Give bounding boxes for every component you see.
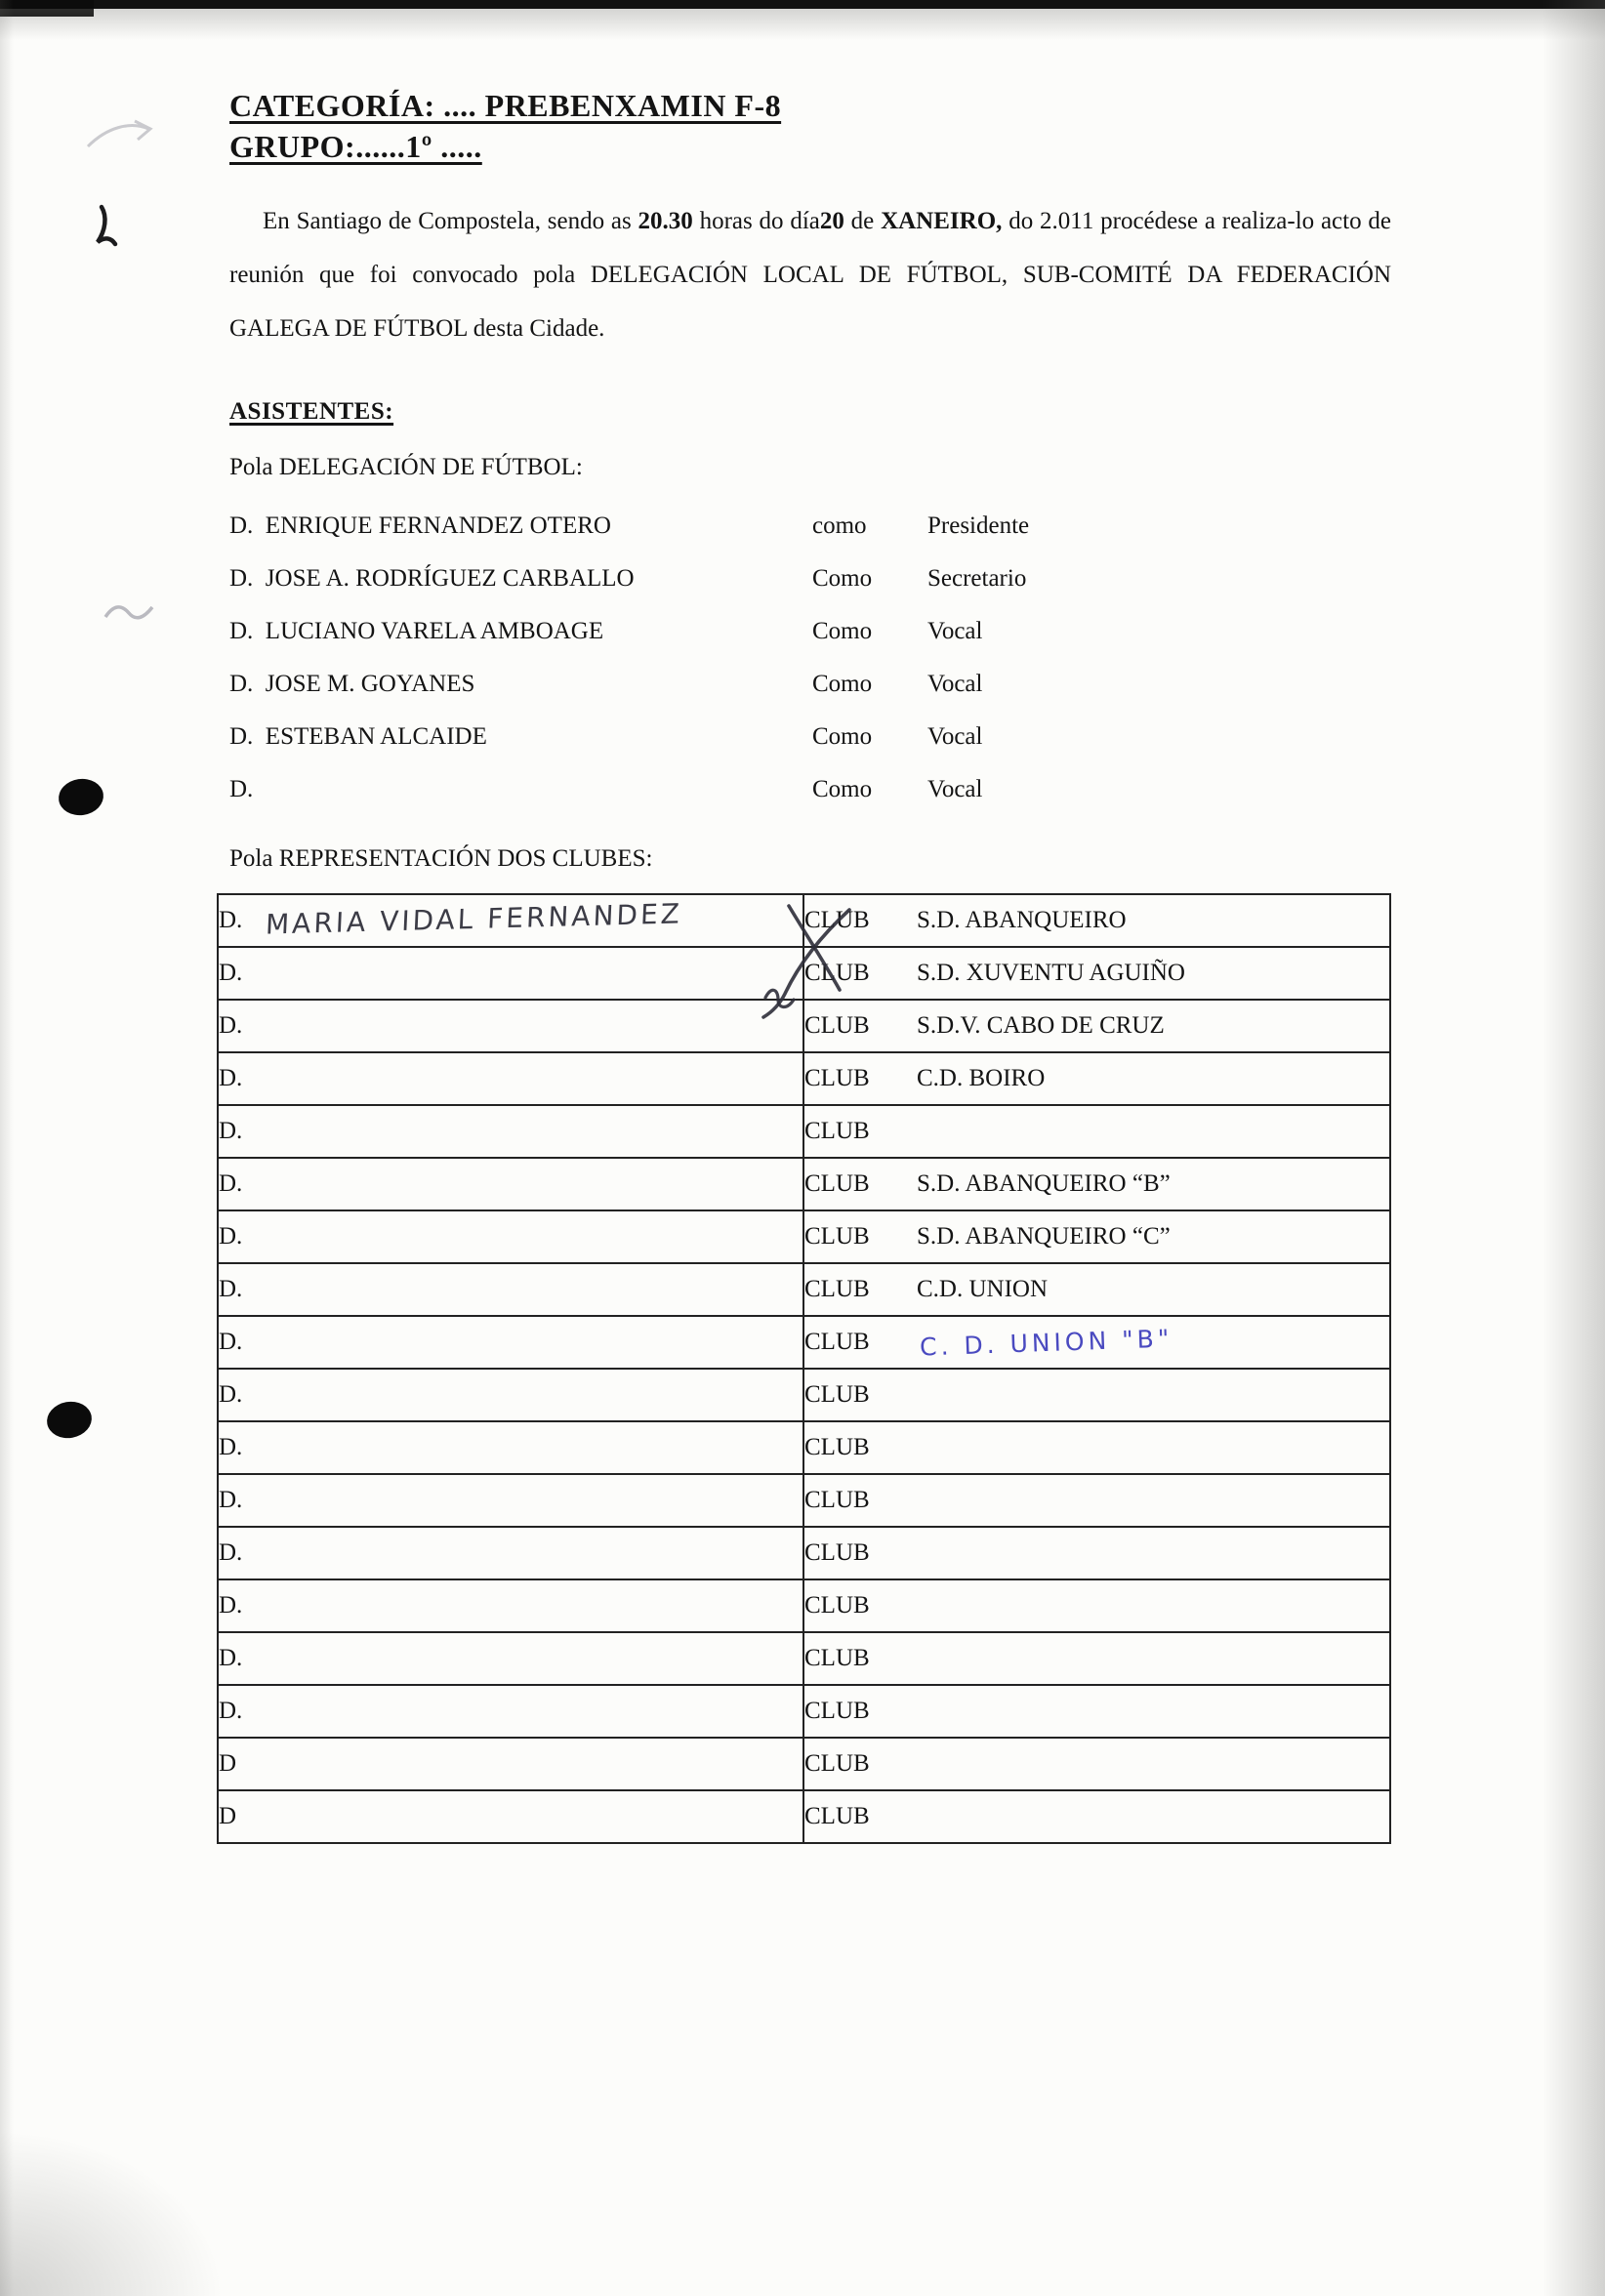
club-label: CLUB: [804, 1381, 870, 1409]
club-table-row: [218, 1579, 1390, 1632]
intro-segment: horas do día: [692, 208, 820, 235]
attendee-role: Vocal: [927, 776, 983, 803]
club-cell: [803, 894, 1390, 947]
scan-corner-shadow: [0, 2130, 225, 2296]
club-table-row: [218, 1158, 1390, 1210]
club-cell: [803, 1738, 1390, 1790]
attendee-como-label: Como: [812, 671, 873, 698]
attendees-heading: ASISTENTES:: [229, 398, 394, 426]
attendee-name: D.: [229, 776, 254, 803]
attendee-name: D. JOSE A. RODRÍGUEZ CARBALLO: [229, 565, 635, 593]
d-label: D.: [219, 1645, 243, 1672]
club-label: CLUB: [804, 1223, 870, 1250]
club-cell: [803, 947, 1390, 1000]
club-attendee-cell: [218, 1579, 803, 1632]
club-table-row: [218, 1369, 1390, 1421]
attendee-role: Secretario: [927, 565, 1027, 593]
club-label: CLUB: [804, 1539, 870, 1567]
club-label: CLUB: [804, 1750, 870, 1778]
club-cell: [803, 1158, 1390, 1210]
attendee-row: [217, 658, 1391, 711]
attendee-role: Vocal: [927, 618, 983, 645]
club-cell: [803, 1421, 1390, 1474]
club-attendee-cell: [218, 1158, 803, 1210]
scan-edge-right: [1543, 0, 1605, 2296]
attendee-row: [217, 711, 1391, 763]
club-table-row: [218, 1421, 1390, 1474]
club-label: CLUB: [804, 1329, 870, 1356]
club-attendee-cell: [218, 1210, 803, 1263]
club-attendee-cell: [218, 894, 803, 947]
club-attendee-cell: [218, 1316, 803, 1369]
d-label: D.: [219, 907, 243, 934]
club-cell: [803, 1210, 1390, 1263]
d-label: D.: [219, 1170, 243, 1198]
handwritten-club-name: C. D. UNION "B": [919, 1324, 1173, 1362]
attendee-name: D. ENRIQUE FERNANDEZ OTERO: [229, 512, 611, 540]
pencil-smudge-mark: [84, 113, 172, 158]
d-label: D.: [219, 1012, 243, 1040]
club-cell: [803, 1685, 1390, 1738]
club-cell: [803, 1000, 1390, 1052]
club-label: CLUB: [804, 1803, 870, 1830]
club-attendee-cell: [218, 947, 803, 1000]
intro-segment: En Santiago de Compostela, sendo as: [263, 208, 638, 235]
d-label: D: [219, 1750, 237, 1778]
scan-edge-top: [0, 0, 1605, 9]
intro-segment: XANEIRO,: [881, 208, 1003, 235]
club-label: CLUB: [804, 907, 870, 934]
club-name: S.D. ABANQUEIRO “C”: [917, 1223, 1171, 1250]
attendee-role: Vocal: [927, 723, 983, 751]
club-label: CLUB: [804, 1592, 870, 1620]
category-title: CATEGORÍA: .... PREBENXAMIN F-8: [229, 88, 782, 123]
signature-scribble: [750, 900, 877, 1037]
club-cell: [803, 1316, 1390, 1369]
club-attendee-cell: [218, 1105, 803, 1158]
intro-paragraph: [229, 194, 1391, 355]
pencil-check-mark: [102, 595, 160, 631]
club-name: C.D. BOIRO: [917, 1065, 1046, 1092]
d-label: D.: [219, 960, 243, 987]
club-attendee-cell: [218, 1632, 803, 1685]
d-label: D.: [219, 1381, 243, 1409]
club-attendee-cell: [218, 1421, 803, 1474]
d-label: D.: [219, 1434, 243, 1461]
club-table-row: [218, 1474, 1390, 1527]
d-label: D.: [219, 1487, 243, 1514]
intro-segment: 20.30: [638, 208, 693, 235]
attendee-name: D. ESTEBAN ALCAIDE: [229, 723, 487, 751]
attendee-row: [217, 500, 1391, 553]
club-label: CLUB: [804, 1487, 870, 1514]
club-attendee-cell: [218, 1527, 803, 1579]
club-name: S.D. ABANQUEIRO: [917, 907, 1127, 934]
d-label: D.: [219, 1698, 243, 1725]
intro-segment: de: [844, 208, 882, 235]
attendee-como-label: Como: [812, 565, 873, 593]
club-table-row: [218, 1527, 1390, 1579]
club-label: CLUB: [804, 1065, 870, 1092]
attendee-como-label: Como: [812, 776, 873, 803]
hole-punch: [57, 776, 106, 818]
club-attendee-cell: [218, 1263, 803, 1316]
club-label: CLUB: [804, 1434, 870, 1461]
d-label: D.: [219, 1539, 243, 1567]
club-attendee-cell: [218, 1685, 803, 1738]
club-name: S.D. ABANQUEIRO “B”: [917, 1170, 1171, 1198]
club-attendee-cell: [218, 1052, 803, 1105]
intro-segment: 20: [819, 208, 844, 235]
club-cell: [803, 1052, 1390, 1105]
d-label: D.: [219, 1223, 243, 1250]
attendee-row: [217, 605, 1391, 658]
club-label: CLUB: [804, 1012, 870, 1040]
d-label: D: [219, 1803, 237, 1830]
club-label: CLUB: [804, 1170, 870, 1198]
scan-edge-top-shade: [0, 9, 1605, 40]
delegation-subheading: Pola DELEGACIÓN DE FÚTBOL:: [229, 454, 583, 481]
club-attendee-cell: [218, 1474, 803, 1527]
club-table-row: [218, 1052, 1390, 1105]
club-label: CLUB: [804, 1698, 870, 1725]
d-label: D.: [219, 1329, 243, 1356]
club-table-row: [218, 1316, 1390, 1369]
club-table-row: [218, 1632, 1390, 1685]
clubs-heading: Pola REPRESENTACIÓN DOS CLUBES:: [229, 845, 653, 873]
club-cell: [803, 1369, 1390, 1421]
club-attendee-cell: [218, 1000, 803, 1052]
hole-punch: [44, 1398, 95, 1441]
club-table-row: [218, 1738, 1390, 1790]
attendee-row: [217, 553, 1391, 605]
handwritten-attendee-name: MARIA VIDAL FERNANDEZ: [265, 897, 683, 941]
club-table-row: [218, 1685, 1390, 1738]
club-cell: [803, 1632, 1390, 1685]
attendee-role: Vocal: [927, 671, 983, 698]
club-label: CLUB: [804, 1276, 870, 1303]
club-table-row: [218, 1790, 1390, 1843]
pen-tick-mark: [90, 203, 119, 250]
intro-segment: do 2.011 procédese a realiza-lo acto de reunión que foi convocado pola DELEGACIÓN LOCAL DE FÚTBOL, SUB-COMITÉ DA FEDERACIÓN GALEGA DE FÚTBOL desta Cidade.: [229, 208, 1391, 343]
club-cell: [803, 1474, 1390, 1527]
scan-edge-left: [0, 0, 14, 2296]
club-cell: [803, 1105, 1390, 1158]
club-name: S.D. XUVENTU AGUIÑO: [917, 960, 1185, 987]
club-cell: [803, 1790, 1390, 1843]
club-table-row: [218, 1105, 1390, 1158]
club-attendee-cell: [218, 1790, 803, 1843]
d-label: D.: [219, 1592, 243, 1620]
attendee-como-label: Como: [812, 723, 873, 751]
club-table-row: [218, 1263, 1390, 1316]
attendee-name: D. JOSE M. GOYANES: [229, 671, 475, 698]
attendee-como-label: Como: [812, 618, 873, 645]
club-attendee-cell: [218, 1738, 803, 1790]
club-name: C.D. UNION: [917, 1276, 1049, 1303]
attendee-row: [217, 763, 1391, 816]
attendee-list: [217, 500, 1391, 816]
attendee-como-label: como: [812, 512, 867, 540]
d-label: D.: [219, 1065, 243, 1092]
d-label: D.: [219, 1118, 243, 1145]
attendee-name: D. LUCIANO VARELA AMBOAGE: [229, 618, 604, 645]
club-cell: [803, 1527, 1390, 1579]
group-title: GRUPO:......1º .....: [229, 128, 482, 164]
club-label: CLUB: [804, 1645, 870, 1672]
club-name: S.D.V. CABO DE CRUZ: [917, 1012, 1165, 1040]
attendee-role: Presidente: [927, 512, 1030, 540]
club-table-row: [218, 1210, 1390, 1263]
club-label: CLUB: [804, 960, 870, 987]
club-label: CLUB: [804, 1118, 870, 1145]
club-cell: [803, 1579, 1390, 1632]
club-cell: [803, 1263, 1390, 1316]
d-label: D.: [219, 1276, 243, 1303]
club-attendee-cell: [218, 1369, 803, 1421]
